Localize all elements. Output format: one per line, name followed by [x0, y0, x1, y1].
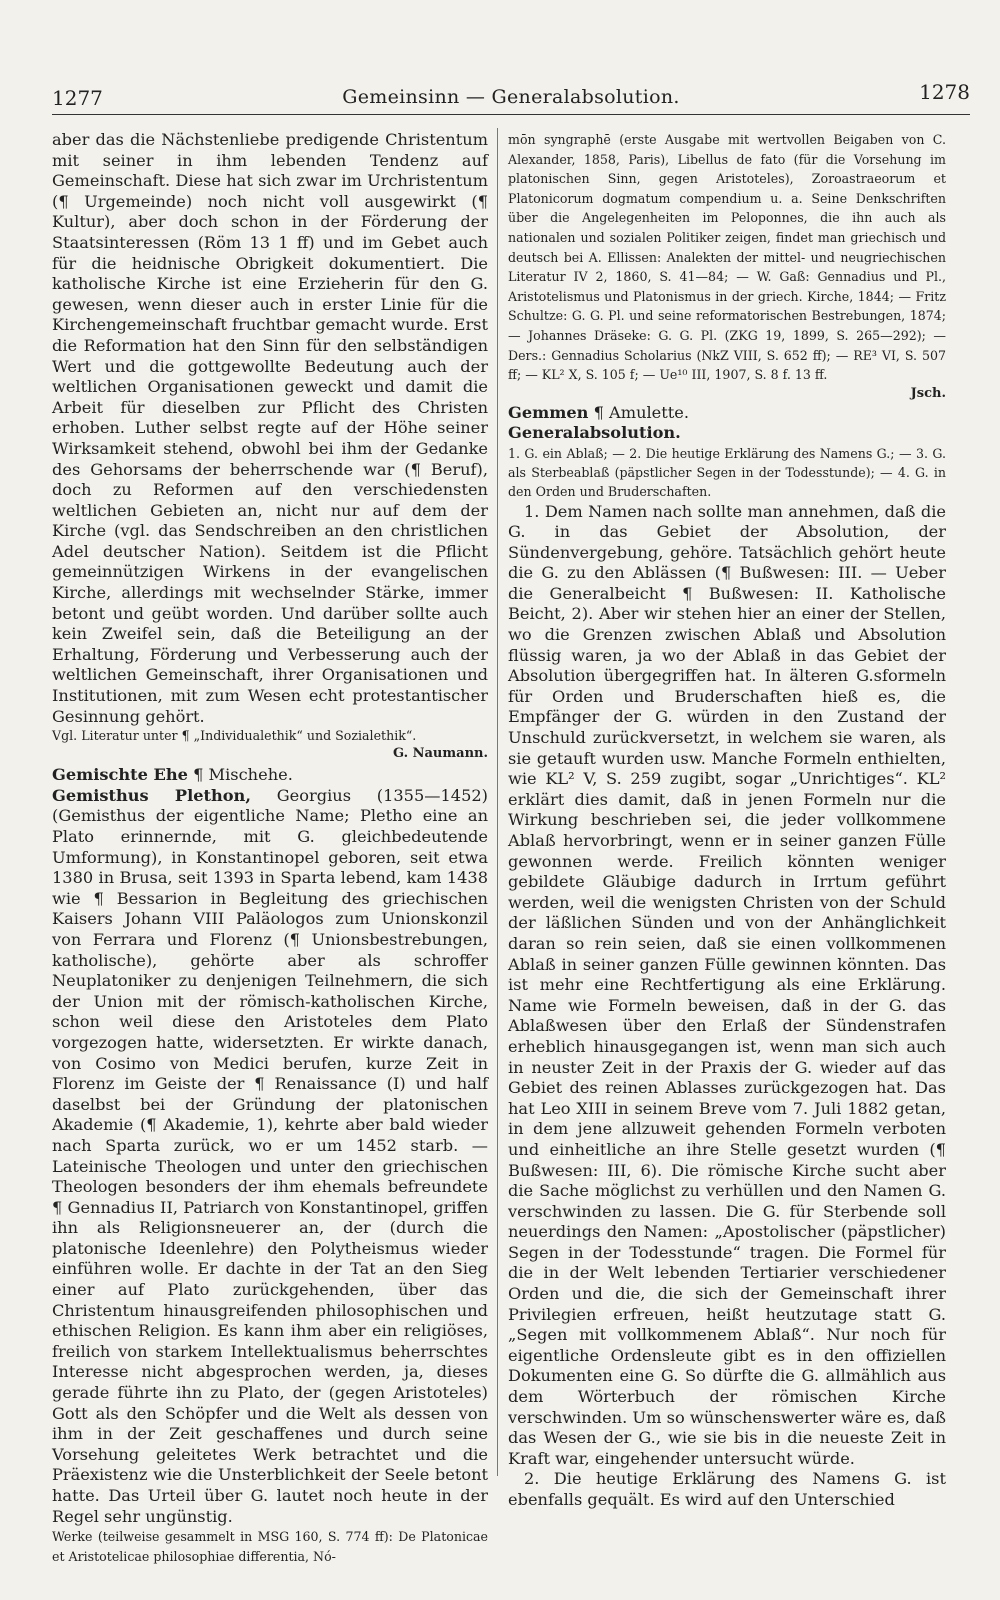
entry-body: Georgius (1355—1452) (Gemisthus der eigentliche Name; Pletho eine an Plato erinnernde, mit G. gleichbedeutende Umformung), in Konstantinopel geboren, seit etwa 1380 in Brusa, seit 1393 in Sparta lebend, kam 1438 wie ¶ Bessarion in Begleitung des griechischen Kaisers Johann VIII Paläologos zum Unionskonzil von Ferrara und Florenz (¶ Unionsbestrebungen, katholische), gehörte aber als schroffer Neuplatoniker zu denjenigen Teilnehmern, die sich der Union mit der römisch-katholischen Kirche, schon weil diese den Aristoteles dem Plato vorgezogen hatte, widersetzten. Er wirkte danach, von Cosimo von Medici berufen, kurze Zeit in Florenz im Geiste der ¶ Renaissance (I) und half daselbst bei der Gründung der platonischen Akademie (¶ Akademie, 1), kehrte aber bald wieder nach Sparta zurück, wo er um 1452 starb. — Lateinische Theologen und unter den griechischen Theologen besonders der ihm ehemals befreundete ¶ Gennadius II, Patriarch von Konstantinopel, griffen ihn als Religionsneuerer an, der (durch die platonische Ideenlehre) den Polytheismus wieder einführen wolle. Er dachte in der Tat an den Sieg einer auf Plato zurückgehenden, über das Christentum hinausgreifenden philosophischen und ethischen Religion. Es kann ihm aber ein religiöses, freilich von starkem Intellektualismus beherrschtes Interesse nicht abgesprochen werden, ja, dieses gerade führte ihn zu Plato, der (gegen Aristoteles) Gott als den Schöpfer und die Welt als dessen von ihm in der Zeit geschaffenes und durch seine Vorsehung geleitetes Werk betrachtet und die Präexistenz wie die Unsterblichkeit der Seele betont hatte. Das Urteil über G. lautet noch heute in der Regel sehr ungünstig. — [52, 785, 488, 1526]
entry-crossref: ¶ Mischehe. — [187, 765, 293, 785]
entry-crossref: ¶ Amulette. — [588, 402, 690, 422]
author-signature: Jsch. — [910, 385, 946, 401]
literature-reference: Vgl. Literatur unter ¶ „Individualethik“ und Sozialethik“. — [52, 728, 417, 744]
page-number-right: 1278 — [919, 80, 970, 104]
left-column — [52, 130, 488, 1566]
running-head: Gemeinsinn — Generalabsolution. — [342, 86, 680, 108]
article-gemeinsinn-text: aber das die Nächstenliebe predigende Christentum mit seiner in ihm lebenden Tendenz auf Gemeinschaft. Diese hat sich zwar im Urchristentum (¶ Urgemeinde) noch nicht voll ausgewirkt (¶ Kultur), aber doch schon in der Förderung der Staatsinteressen (Röm 13 1 ff) und im Gebet auch für die heidnische Obrigkeit dokumentiert. Die katholische Kirche ist eine Erzieherin für den G. gewesen, wenn dieser auch in erster Linie für die Kirchengemeinschaft fruchtbar gemacht wurde. Erst die Reformation hat den Sinn für den selbständigen Wert und die gottgewollte Bedeutung auch der weltlichen Organisationen geweckt und damit die Arbeit für dieselben zur Pflicht des Christen erhoben. Luther selbst regte auf der Höhe seiner Wirksamkeit stehend, obwohl bei ihm der Gedanke des Gehorsams der beherrschende war (¶ Beruf), doch zu Reformen auf den verschiedensten weltlichen Gebieten an, nicht nur auf dem der Kirche (vgl. das Sendschreiben an den christlichen Adel deutscher Nation). Seitdem ist die Pflicht gemeinnützigen Wirkens in der evangelischen Kirche, allerdings mit wechselnder Stärke, immer betont und geübt worden. Und darüber sollte auch kein Zweifel sein, daß die Beteiligung an der Erhaltung, Förderung und Verbesserung auch der weltlichen Gemeinschaft, ihrer Organisationen und Institutionen, mit zum Wesen echt protestantischer Gesinnung gehört. — [52, 130, 488, 726]
entry-gemisthus-plethon — [52, 786, 488, 1527]
entry-term: Gemisthus Plethon, — [52, 785, 251, 805]
right-column — [508, 130, 946, 1511]
entry-gemmen — [508, 403, 946, 424]
page-number-left: 1277 — [52, 86, 103, 110]
page-header — [52, 72, 970, 112]
entry-generalabsolution-section-2: 2. Die heutige Erklärung des Namens G. ist ebenfalls gequält. Es wird auf den Unterschied — [508, 1469, 946, 1510]
entry-term: Gemmen — [508, 402, 589, 422]
entry-generalabsolution-section-1: 1. Dem Namen nach sollte man annehmen, daß die G. in das Gebiet der Absolution, der Sündenvergebung, gehöre. Tatsächlich gehört heute die G. zu den Ablässen (¶ Bußwesen: III. — Ueber die Generalbeicht ¶ Bußwesen: II. Katholische Beicht, 2). Aber wir stehen hier an einer der Stellen, wo die Grenzen zwischen Ablaß und Absolution flüssig waren, ja wo der Ablaß in das Gebiet der Absolution übergegriffen hat. In älteren G.sformeln für Orden und Bruderschaften hieß es, die Empfänger der G. würden in den Zustand der Unschuld zurückversetzt, in welchem sie waren, als sie getauft wurden usw. Manche Formeln enthielten, wie KL² V, S. 259 zugibt, sogar „Unrichtiges“. KL² erklärt dies damit, daß in jenen Formeln nur die Wirkung beschrieben sei, die jeder vollkommene Ablaß hervorbringt, wenn er in seiner ganzen Fülle gewonnen werde. Freilich könnten weniger gebildete Gläubige dadurch in Irrtum geführt werden, weil die wenigsten Christen von der Schuld der läßlichen Sünden und von der Anhänglichkeit daran so rein seien, daß sie einen vollkommenen Ablaß in seiner ganzen Fülle gewinnen könnten. Das ist mehr eine Rechtfertigung als eine Erklärung. Name wie Formeln beweisen, daß in der G. das Ablaßwesen über den Erlaß der Sündenstrafen erheblich hinausgegangen ist, wenn man sich auch in neuster Zeit in der Praxis der G. wieder auf das Gebiet des reinen Ablasses zurückgezogen hat. Das hat Leo XIII in seinem Breve vom 7. Juli 1882 getan, in dem jene allzuweit gehenden Formeln verboten und einheitliche an ihre Stelle gesetzt wurden (¶ Bußwesen: III, 6). Die römische Kirche sucht aber die Sache möglichst zu verhüllen und den Namen G. verschwinden zu lassen. Die G. für Sterbende soll neuerdings den Namen: „Apostolischer (päpstlicher) Segen in der Todesstunde“ tragen. Die Formel für die in der Welt lebenden Tertiarier verschiedener Orden und die, die sich der Gemeinschaft ihrer Privilegien erfreuen, heißt heutzutage statt G. „Segen mit vollkommenem Ablaß“. Nur noch für eigentliche Ordensleute gibt es in den offiziellen Dokumenten eine G. So dürfte die G. allmählich aus dem Wörterbuch der römischen Kirche verschwinden. Um so wünschenswerter wäre es, daß das Wesen der G., wie sie bis in die neueste Zeit in Kraft war, eingehender untersucht würde. — [508, 501, 946, 1468]
works-list: Werke (teilweise gesammelt in MSG 160, S. 774 ff): De Platonicae et Aristotelicae philosophiae differentia, Nó- — [52, 1529, 488, 1564]
author-signature: G. Naumann. — [392, 746, 488, 762]
entry-gemischte-ehe — [52, 765, 488, 786]
entry-term: Gemischte Ehe — [52, 765, 188, 785]
entry-contents: 1. G. ein Ablaß; — 2. Die heutige Erklärung des Namens G.; — 3. G. als Sterbeablaß (päpstlicher Segen in der Todesstunde); — 4. G. in den Orden und Bruderschaften. — [508, 445, 946, 500]
entry-generalabsolution-title: Generalabsolution. — [508, 423, 681, 443]
literature-continued: mōn syngraphē (erste Ausgabe mit wertvollen Beigaben von C. Alexander, 1858, Paris), Libellus de fato (für die Vorsehung im platonischen Sinn, gegen Aristoteles), Zoroastraeorum et Platonicorum dogmatum compendium u. a. Seine Denkschriften über die Angelegenheiten im Peloponnes, die ihn auch als nationalen und sozialen Politiker zeigen, findet man griechisch und deutsch bei A. Ellissen: Analekten der mittel- und neugriechischen Literatur IV 2, 1860, S. 41—84; — W. Gaß: Gennadius und Pl., Aristotelismus und Platonismus in der griech. Kirche, 1844; — Fritz Schultze: G. G. Pl. und seine reformatorischen Bestrebungen, 1874; — Johannes Dräseke: G. G. Pl. (ZKG 19, 1899, S. 265—292); — Ders.: Gennadius Scholarius (NkZ VIII, S. 652 ff); — RE³ VI, S. 507 ff; — KL² X, S. 105 f; — Ue¹⁰ III, 1907, S. 8 f. 13 ff. — [508, 132, 946, 383]
header-rule — [52, 114, 970, 115]
column-divider — [497, 128, 498, 1476]
